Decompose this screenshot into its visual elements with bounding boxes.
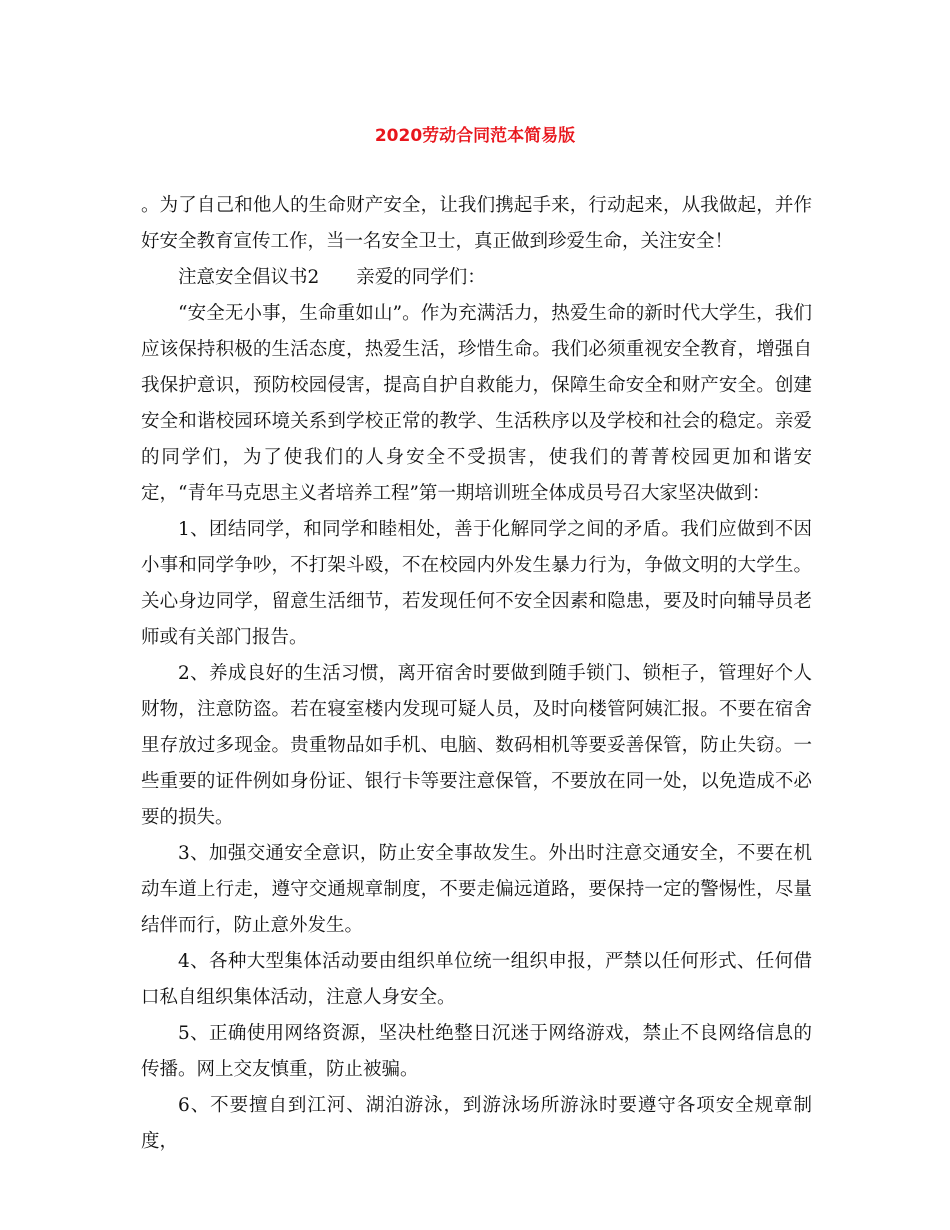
opening-paragraph: “安全无小事，生命重如山”。作为充满活力，热爱生命的新时代大学生，我们应该保持积极的生活态度，热爱生活，珍惜生命。我们必须重视安全教育，增强自我保护意识，预防校园侵害，提高自护自救能力，保障生命安全和财产安全。创建安全和谐校园环境关系到学校正常的教学、生活秩序以及学校和社会的稳定。亲爱的同学们，为了使我们的人身安全不受损害，使我们的菁菁校园更加和谐安定，“青年马克思主义者培养工程”第一期培训班全体成员号召大家坚决做到： [141, 303, 812, 504]
list-item-5: 5、正确使用网络资源，坚决杜绝整日沉迷于网络游戏，禁止不良网络信息的传播。网上交友慎重，防止被骗。 [141, 1023, 812, 1080]
list-item-2: 2、养成良好的生活习惯，离开宿舍时要做到随手锁门、锁柜子，管理好个人财物，注意防盗。若在寝室楼内发现可疑人员，及时向楼管阿姨汇报。不要在宿舍里存放过多现金。贵重物品如手机、电脑、数码相机等要妥善保管，防止失窃。一些重要的证件例如身份证、银行卡等要注意保管，不要放在同一处，以免造成不必要的损失。 [141, 663, 812, 828]
document-title: 2020劳动合同范本简易版 [374, 126, 576, 146]
list-item-4: 4、各种大型集体活动要由组织单位统一组织申报，严禁以任何形式、任何借口私自组织集体活动，注意人身安全。 [141, 951, 812, 1008]
list-item-1: 1、团结同学，和同学和睦相处，善于化解同学之间的矛盾。我们应做到不因小事和同学争吵，不打架斗殴，不在校园内外发生暴力行为，争做文明的大学生。关心身边同学，留意生活细节，若发现任何不安全因素和隐患，要及时向辅导员老师或有关部门报告。 [141, 519, 812, 648]
document-body [141, 188, 812, 1160]
list-item-3: 3、加强交通安全意识，防止安全事故发生。外出时注意交通安全，不要在机动车道上行走，遵守交通规章制度，不要走偏远道路，要保持一定的警惕性，尽量结伴而行，防止意外发生。 [141, 843, 812, 936]
list-item-6: 6、不要擅自到江河、湖泊游泳，到游泳场所游泳时要遵守各项安全规章制度， [141, 1095, 812, 1152]
intro-paragraph: 。为了自己和他人的生命财产安全，让我们携起手来，行动起来，从我做起，并作好安全教育宣传工作，当一名安全卫士，真正做到珍爱生命，关注安全！ [141, 195, 812, 252]
section-heading: 注意安全倡议书2 亲爱的同学们： [178, 267, 486, 288]
